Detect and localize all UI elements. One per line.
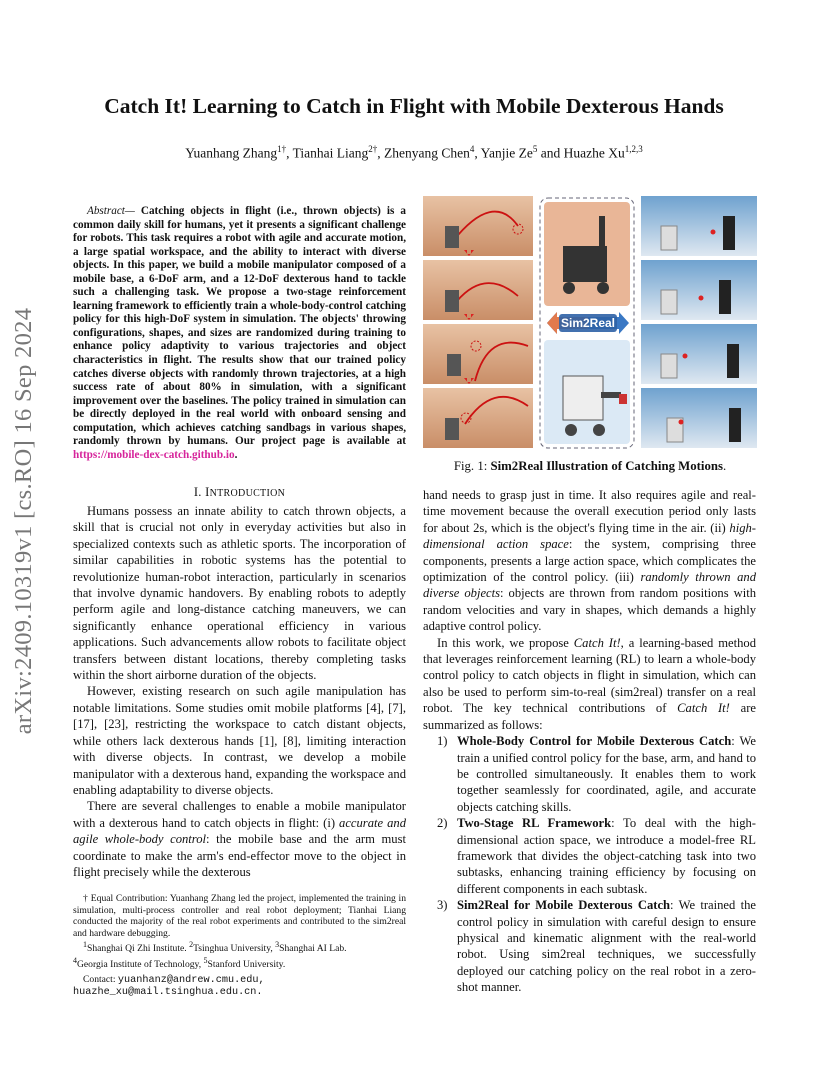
list-item bbox=[423, 897, 756, 995]
contribution-note: † Equal Contribution: Yuanhang Zhang led the project, implemented the training in simulation, multi-process controller and real robot deployment; Tianhai Liang conducted the majority of the real robot experiments and contributed to the sim2real and hardware debugging. bbox=[73, 893, 406, 939]
arxiv-id: arXiv:2409.10319v1 [cs.RO] 16 Sep 2024 bbox=[10, 307, 37, 735]
abstract-end: . bbox=[234, 448, 238, 461]
paragraph bbox=[423, 487, 756, 635]
author-name: Yuanhang Zhang bbox=[185, 145, 278, 161]
figure-caption bbox=[423, 459, 757, 474]
emphasis: Catch It! bbox=[677, 701, 730, 716]
item-heading: Whole-Body Control for Mobile Dexterous Catch bbox=[457, 734, 732, 749]
text-run: , a learning-based method that leverages reinforcement learning (RL) to learn a whole-body control policy to catch objects in flight in simulation, which can also be used to perform sim-to-real (sim2real) transfer on a real robot. The key technical contributions of bbox=[423, 635, 756, 716]
list-item bbox=[423, 815, 756, 897]
text-run: In this work, we propose bbox=[437, 635, 574, 650]
item-body: : To deal with the high-dimensional action space, we introduce a model-free RL framework that divides the object-catching task into two subtasks, enhancing training efficiency by focusing on different components in each subtask. bbox=[457, 816, 756, 896]
text-run: : the system, comprising three components, presents a large action space, which complicates the optimization of the control policy. (iii) bbox=[423, 537, 756, 585]
author-affiliation: 4 bbox=[469, 144, 475, 154]
author-affiliation: 5 bbox=[532, 144, 538, 154]
footnotes bbox=[73, 893, 406, 998]
item-body: : We train a unified control policy for the base, arm, and hand to be controlled simultaneously. It enables them to work together seamlessly for coordinated, agile, and accurate objects catching skills. bbox=[457, 734, 756, 814]
paragraph bbox=[423, 635, 756, 733]
introduction bbox=[73, 503, 406, 880]
real-frames bbox=[641, 196, 757, 448]
author-affiliation: 1,2,3 bbox=[624, 144, 643, 154]
affiliation: Georgia Institute of Technology, bbox=[77, 959, 204, 971]
paragraph bbox=[73, 798, 406, 880]
contact-label: Contact: bbox=[83, 973, 118, 985]
affiliation: Shanghai Qi Zhi Institute. bbox=[87, 943, 190, 955]
paper-title: Catch It! Learning to Catch in Flight with Mobile Dexterous Hands bbox=[104, 94, 724, 118]
email[interactable]: yuanhanz@andrew.cmu.edu, bbox=[117, 974, 265, 986]
caption-label: Fig. 1: bbox=[453, 459, 491, 473]
text-run: hand needs to grasp just in time. It also requires agile and real-time movement because the overall execution period only lasts for about 2s, which is the object's flying time in the air. (ii) bbox=[423, 488, 756, 535]
abstract-text: Catching objects in flight (i.e., thrown objects) is a common daily skill for humans, yet it presents a significant challenge for robots. This task requires a robot with agile and accurate motion, a large spatial workspace, and the ability to interact with diverse objects. In this paper, we build a mobile manipulator composed of a mobile base, a 6-DoF arm, and a 12-DoF dexterous hand to tackle such a challenging task. We propose a two-stage reinforcement learning framework to efficiently train a whole-body-control catching policy for this high-DoF system in simulation. The objects' throwing configurations, shapes, and sizes are randomized during training to enhance policy adaptivity to various trajectories and object characteristics in flight. The results show that our trained policy catches diverse objects with randomly thrown trajectories, at a high success rate of about 80% in simulation, with a significant improvement over the baselines. The policy trained in simulation can be directly deployed in the real world with onboard sensing and computation, which achieves catching sandbags in various shapes, randomly thrown by humans. Our project page is available at bbox=[73, 205, 406, 448]
section-heading: I. INTRODUCTION bbox=[193, 485, 286, 499]
affiliation: Stanford University. bbox=[207, 959, 286, 971]
author-affiliation: 1† bbox=[277, 144, 287, 154]
caption-text: Sim2Real Illustration of Catching Motions bbox=[490, 459, 723, 473]
text-run: : the mobile base and the arm must coordinate to make the arm's end-effector move to the object in flight precisely while the dexterous bbox=[73, 832, 407, 879]
contact bbox=[73, 974, 406, 987]
emphasis: Catch It! bbox=[573, 635, 621, 650]
sim-frames bbox=[423, 196, 533, 448]
abstract-label: Abstract— bbox=[87, 205, 135, 217]
contribution-list bbox=[423, 733, 756, 996]
figure-1 bbox=[423, 196, 757, 451]
author-name: Huazhe Xu bbox=[563, 145, 625, 161]
project-link[interactable]: https://mobile-dex-catch.github.io bbox=[73, 448, 235, 461]
caption-end: . bbox=[722, 459, 727, 473]
affiliation: Shanghai AI Lab. bbox=[279, 943, 347, 955]
author-name: Zhenyang Chen bbox=[384, 145, 470, 161]
emphasis: randomly thrown and diverse objects bbox=[423, 570, 756, 601]
item-number: 2) bbox=[437, 816, 448, 831]
abstract bbox=[73, 205, 406, 462]
item-number: 1) bbox=[437, 734, 448, 749]
affiliations: $^1$Shanghai Qi Zhi Institute. $^2$Tsinghua University, $^3$Shanghai AI Lab. $^4$Georgia Institute of Technology, $^5$Stanford University. bbox=[73, 940, 347, 971]
text-run: are summarized as follows: bbox=[423, 701, 756, 732]
emphasis: accurate and agile whole-body control bbox=[73, 815, 406, 847]
text-run: There are several challenges to enable a mobile manipulator with a dexterous hand to catch objects in flight: (i) bbox=[73, 799, 406, 830]
paragraph: Humans possess an innate ability to catch thrown objects, a skill that is crucial not only in everyday activities but also in specialized contexts such as athletic sports. The incorporation of similar capabilities in robotic systems has the potential to revolutionize human-robot interaction, particularly in scenarios that involve dynamic handovers. By enabling robots to adeptly perform agile and long-distance catching maneuvers, we can significantly enhance operational efficiency in various applications. Such advancements allow robots to facilitate object transfers between distant locations, thereby completing tasks within the short airborne duration of the objects. bbox=[73, 504, 406, 683]
item-number: 3) bbox=[437, 898, 448, 913]
author-affiliation: 2† bbox=[368, 144, 378, 154]
item-heading: Two-Stage RL Framework bbox=[457, 816, 612, 831]
text-run: : objects are thrown from random positions with random velocities and vary in shapes, which demands a highly adaptive control policy. bbox=[423, 586, 756, 634]
email[interactable]: huazhe_xu@mail.tsinghua.edu.cn. bbox=[73, 986, 263, 998]
author-name: Tianhai Liang bbox=[292, 145, 369, 161]
author-name: Yanjie Ze bbox=[480, 145, 533, 161]
affiliation: Tsinghua University, bbox=[193, 943, 276, 955]
paragraph: However, existing research on such agile manipulation has notable limitations. Some studies omit mobile platforms [4], [7], [17], [23], restricting the workspace to catch distant objects, while others lack dexterous hands [1], [8], limiting interaction with diverse objects. In contrast, we develop a mobile manipulator with a dexterous hand, expanding the workspace and enabling adaptability to diverse objects. bbox=[73, 684, 406, 797]
item-heading: Sim2Real for Mobile Dexterous Catch bbox=[457, 898, 671, 913]
emphasis: high-dimensional action space bbox=[423, 520, 756, 552]
arxiv-stamp bbox=[2, 286, 46, 756]
list-item bbox=[423, 733, 756, 815]
item-body: : We trained the control policy in simulation with careful design to ensure physical and kinematic alignment with the real-world robot. Using sim2real techniques, we successfully deployed our catching policy on the real robot in a zero-shot manner. bbox=[457, 898, 756, 995]
figure-illustration bbox=[423, 196, 757, 451]
right-column bbox=[423, 487, 756, 996]
badge-label: Sim2Real bbox=[560, 316, 616, 330]
author-list: Yuanhang Zhang$^{1\dagger}$, Tianhai Liang$^{2\dagger}$, Zhenyang Chen$^4$, Yanjie Ze$^5$ and Huazhe Xu$^{1,2,3}$ bbox=[185, 144, 643, 161]
